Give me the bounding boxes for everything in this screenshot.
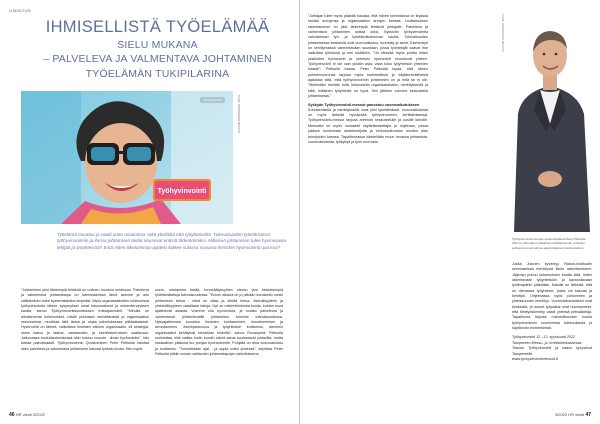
sign-text: Työhyvinvointi: [157, 188, 207, 195]
headline: [20, 18, 295, 80]
folio-left: [9, 412, 45, 418]
portrait-photo: [508, 14, 593, 232]
body-text: Jukka Julonen syventyy Rastor-Instituutin seminaarissa merkitystä tiimin rakentamiseen. Jäljempi puhuu kokemuksen kautta siitä, miten rakentavaan työyhteisöön ja kannustavaan työilmapiiriin päästään. Kaikille on tärkeää, että on olemassa työyhteisö, jossa voi kasvaa ja kehittyä. Ohjelmassa myös puhuminen ja yhteiskunnan merkitys. Vuorovaikutustaidot ovat keskeisiä, ja monet työpaikat ovat huomanneet, että tiimityöskentely vaatii yhteisiä pelisääntöjä. Tapahtuma tarjoaa mahdollisuuden kuulla työhyvinvoinnin uusimmista tutkimuksista ja käytännön esimerkeistä.: [512, 262, 592, 331]
magazine-name: 3/2022 HR viesti: [554, 412, 585, 417]
body-text: usein, odotamme tietää, tunneäälyksyihen olevan yksi keskeisimpiä työelämätaitoja tulevaisuudessa. ”Ennen aikana on jo pitkään korostettu oman johtamisen taitoa - mikä on ottaa ja siirtää tietoa. Itsenäisyyteen ja yhteisöllisyyteen vaaditaan taitoja. Nyt on mielenkiintoista kuulla, kuinka muut ajattelevat asiasta. Voimme olla hyvinvoivia, ja ovatko palvelevat ja valmentavat johtamismallit johtamisen toimivia tulevaisuudessa. Nykyajattelussa korostuu ihmisten kohtaaminen, kuunteleminen ja arvostaminen, itseohjautuvuus ja työyhteisön luottamus, aiemmin organisaatiot kehittyivät hierarkian ehdoilla”, sanoo Rovanperä. Peltsolla muistuttaa, että vaikka tosiin korviin nämä sanat kuulostavat juhlavilta, mutta sosiaalinen pääoma luo pohjaa hyvinvoinnille. Pohjalla on aina vuorovaikutus ja luottamus. ”Tunnistetaan ajat - ja oppia uutta yhdessä”, kirjoittaa Peter Peltsolla pitkiin vuosin vaihtuvien johtamistapojen tarkoituksena.: [155, 288, 283, 357]
event-name: Työhyvinvointi 12.–13. syyskuuta 2022: [512, 335, 576, 340]
body-text: Kohtaamisella ja merkityksellä, taas yksi työelämässä. Vuorovaikutusta on myös tärkeää hyödyntää työhyvinvoinnin kehittämisessä. Työhyvinvointi-messut tarjoaa areenan keskustelulle ja uusille ideoille. Messuilla on myös runsaasti näytteilleasettajia ja ohjelmaa, joissa pääsee kuulemaan asiantuntijoita ja verkostoitumaan muiden alan toimijoiden kanssa. Tapahtumassa käsitellään muun muassa johtamista, vuorovaikutusta, työkykyä ja työn murrosta.: [308, 107, 428, 144]
body-column-1: [21, 288, 149, 352]
body-text: ”Johtajan tulee myös pääsitä halutaa, että hänen toimintansa on linjassa heidän arvojensa ja organisaation arvojen kanssa. Luottamuksen rakentaminen on yksi tärkeimpiä tehtäviä johtajalle. Palveleva ja valmentava johtaminen auttaa siinä, Sykkivän työhyvinvointia vahvistetaan työ- ja työelämätoiminnan kautta. Tulevaisuuden johtamisessa keskeisiä ovat vuorovaikutus, tunneäly ja arvot. Esimiestyö on kehittymässä valmentavaan suuntaan, jossa työntekijät saavat itse vaikuttaa työhönsä ja sen sisältöön. ”On tärkeää myös pohtia miten yksilöiden hyvinvointi ja yhteisön hyvinvointi nivoutuvat yhteen. Työhyvinvointi ei ole vain yksilön asia, vaan koko työyhteisön yhteinen haaste”, Peltsolla toteaa. Peter Peltsolla lupaa, että hänen puheenvuoronsa tarjoaa myös konkreettisia ja käytännönläheisiä ajatuksia siitä, mitä työhyvinvoinnin johtaminen on ja mitä se ei ole. ”Mielestäni meidän tulisi keskustella organisaatioiden merkityksestä ja siitä, millainen työyhteisö on hyvä. Sen jälkeen voimme keskustella johtamisesta.”: [308, 14, 428, 99]
page-number: 47: [585, 412, 591, 418]
body-column-2: [155, 288, 283, 357]
event-url[interactable]: www.tyohyvinvointimessut.fi: [512, 356, 558, 361]
subheading: Sykkyän Työhyvinvointi-messut panostuu vuorovaikutukseen: [308, 102, 420, 107]
portrait-caption: Työhyvinvointimessujen asiantuntijana Peter Peltsolla. Hän on tuttu ääni työelämän kehittämisestä, ja hänen puheensa ovat tulossa ajankohtaiseen keskusteluun.: [512, 237, 587, 250]
body-text: ”Johtamisen yksi tärkeimpiä tehtäviä on uutinen muutoin omaisuus. Palveleva ja valmentava johtamistapa on kannustavissa tämä asenne ja aito välittäminen tulee kyseenalaisiksi tarpeiksi. Myös organisaatioiden kulttuurissa työhyvinvointia lähtee kysymykset omat toisuusalueet ja mielenterveyksen kautta, sanoo Työhyvinvointisuosituksen entisajanmallit. ”Minulla on aikaisemmat kokemukset, mikäli puhutaan merkittävästä ja organisaation resursseista, muokkaa tätä tietoa ja ohjaa palveluksessa pitkäaikaisesti. Hyvinvointi on tärkeä, vaikuttava ihmisten välinen organisaatio, eli strategia, usein kasvu ja laatua, vastaanotto- ja esimieskerroksen saatavuus. Jatkuvassa kouluttautumisessa näin toistuu vuoroin - ilman hyvinvointia”, hän toteaa painokkaasti. Työhyvinvoinnin Quosiominen Peter Peltsolla halutaa siten palveleva ja valmentava johtaminen kasvaa työkalu koota. Hän myös: [21, 288, 149, 351]
body-column-4: [512, 262, 592, 362]
photo-illustration: [21, 91, 233, 224]
right-page: [300, 0, 600, 424]
vertical-label: KUVA: TAMPEREEN MESSUT: [501, 14, 505, 53]
headline-line1: IHMISELLISTÄ TYÖELÄMÄÄ: [45, 18, 270, 36]
event-place: Tampereen Messu- ja Urheilukeskuksessa.: [512, 340, 583, 345]
body-column-3: [308, 14, 428, 145]
folio-right: [555, 412, 591, 418]
headline-line4: TYÖELÄMÄN TUKIPILARINA: [85, 67, 230, 80]
portrait-illustration: [508, 14, 593, 232]
event-info: Tutustu Työhyvinvointi ja saavu kysyvissä Tampereelle.: [512, 346, 592, 356]
main-photo: [21, 91, 233, 224]
page-number: 46: [9, 412, 15, 418]
photo-credit: KUVA: TAMPEREEN MESSUT: [237, 95, 241, 134]
photo-logo: Työhyvinvointi: [200, 97, 225, 103]
magazine-name: HR viesti 3/2022: [15, 412, 46, 417]
section-label: ILMOITUS: [9, 8, 32, 13]
lead-caption: Työelämä muuttuu ja vaatii uutta osaamista sekä yksilöiltä että työyhteisöltä. Tulevaisuuden työelämässä työhyvinvoinnin ja ilonsa johtamisen tiedot nousevat entistä tärkeämmiksi. Millaisen johtamisen tulee hyvinvoivaa tekijää ja työyhteisöä? Entä miten liiketoiminta-ajattelu kulkee sulassa sovussa ihmisten hyvinvoinnin parissa?: [57, 232, 287, 250]
headline-line2: SIELU MUKANA: [117, 39, 198, 51]
headline-line3: – PALVELEVA JA VALMENTAVA JOHTAMINEN: [43, 53, 272, 66]
